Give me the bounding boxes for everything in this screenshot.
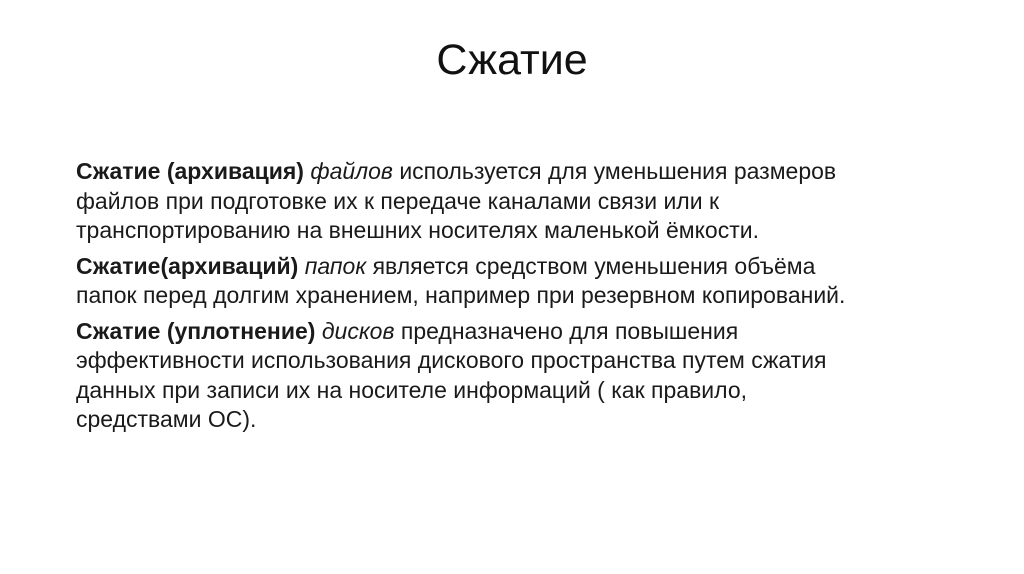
paragraph-disks — [76, 317, 876, 435]
object-folders: папок — [304, 252, 367, 279]
slide-body — [76, 157, 876, 441]
text-disks: предназначено для повышения эффективности использования дискового пространства путем сжатия данных при записи их на носителе информаций ( как правило, средствами ОС). — [76, 317, 827, 432]
term-files: Сжатие (архивация) — [76, 158, 304, 184]
term-disks: Сжатие (уплотнение) — [76, 317, 316, 344]
paragraph-folders — [76, 252, 876, 311]
object-files: файлов — [310, 158, 393, 184]
slide-title: Сжатие — [436, 36, 588, 84]
paragraph-files — [76, 157, 876, 246]
text-files: используется для уменьшения размеров файлов при подготовке их к передаче каналами связи или к транспортированию на внешних носителях маленькой ёмкости. — [76, 158, 837, 243]
text-folders: является средством уменьшения объёма папок перед долгим хранением, например при резервном копирований. — [76, 252, 846, 308]
term-folders: Сжатие(архиваций) — [76, 252, 299, 279]
object-disks: дисков — [321, 317, 395, 344]
